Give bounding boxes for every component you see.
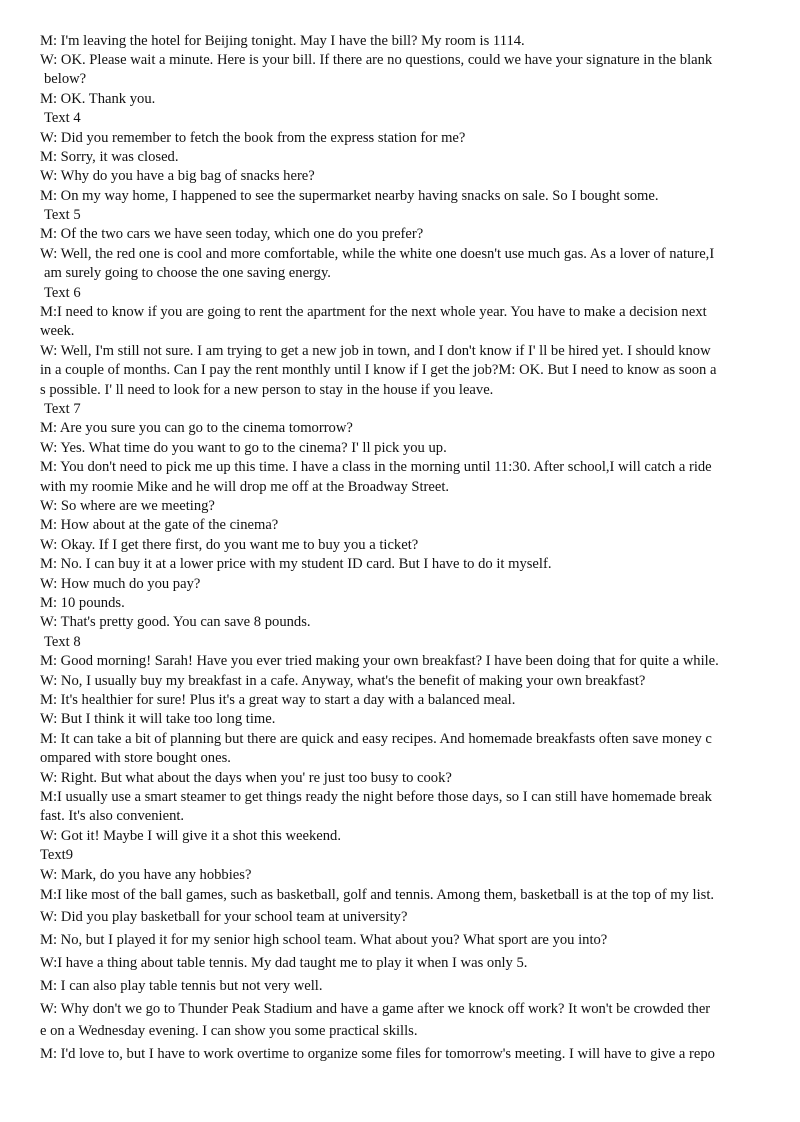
text-line: M: I can also play table tennis but not very well. (40, 978, 323, 994)
text-line: W:I have a thing about table tennis. My dad taught me to play it when I was only 5. (40, 955, 528, 971)
text-line: ompared with store bought ones. (40, 750, 231, 766)
section-heading: Text9 (40, 847, 74, 863)
text-line: W: That's pretty good. You can save 8 pounds. (40, 614, 311, 630)
text-line: week. (40, 323, 75, 339)
text-line: M: It's healthier for sure! Plus it's a great way to start a day with a balanced meal. (40, 692, 516, 708)
text-line: W: OK. Please wait a minute. Here is your bill. If there are no questions, could we have your signature in the blank (40, 52, 713, 68)
section-heading: Text 7 (44, 401, 81, 417)
text-line: M: I'd love to, but I have to work overtime to organize some files for tomorrow's meeting. I will have to give a repo (40, 1046, 715, 1062)
text-line: W: Got it! Maybe I will give it a shot this weekend. (40, 828, 342, 844)
section-heading: Text 8 (44, 634, 81, 650)
text-line: s possible. I' ll need to look for a new person to stay in the house if you leave. (40, 382, 494, 398)
text-line: M: Are you sure you can go to the cinema tomorrow? (40, 420, 353, 436)
text-line: M: Good morning! Sarah! Have you ever tried making your own breakfast? I have been doing that for quite a while. (40, 653, 719, 669)
section-heading: Text 4 (44, 110, 81, 126)
text-line: M:I need to know if you are going to rent the apartment for the next whole year. You have to make a decision next (40, 304, 707, 320)
text-line: W: Did you play basketball for your school team at university? (40, 909, 408, 925)
text-line: M: OK. Thank you. (40, 91, 156, 107)
text-line: W: Why do you have a big bag of snacks here? (40, 168, 315, 184)
text-line: W: Well, I'm still not sure. I am trying to get a new job in town, and I don't know if I' ll be hired yet. I should know (40, 343, 711, 359)
text-line: W: Well, the red one is cool and more comfortable, while the white one doesn't use much gas. As a lover of nature,I (40, 246, 715, 262)
text-line: M: How about at the gate of the cinema? (40, 517, 279, 533)
text-line: W: So where are we meeting? (40, 498, 215, 514)
text-line: fast. It's also convenient. (40, 808, 185, 824)
text-line: W: Right. But what about the days when you' re just too busy to cook? (40, 770, 452, 786)
text-line: W: Did you remember to fetch the book from the express station for me? (40, 130, 466, 146)
section-heading: Text 6 (44, 285, 81, 301)
text-line: W: How much do you pay? (40, 576, 201, 592)
text-line: M: No. I can buy it at a lower price with my student ID card. But I have to do it myself. (40, 556, 552, 572)
section-heading: Text 5 (44, 207, 81, 223)
text-line: M: I'm leaving the hotel for Beijing tonight. May I have the bill? My room is 1114. (40, 33, 525, 49)
text-line: M: 10 pounds. (40, 595, 125, 611)
text-line: W: But I think it will take too long time. (40, 711, 276, 727)
text-line: M: No, but I played it for my senior high school team. What about you? What sport are you into? (40, 932, 608, 948)
text-line: W: No, I usually buy my breakfast in a cafe. Anyway, what's the benefit of making your own breakfast? (40, 673, 646, 689)
text-line: W: Okay. If I get there first, do you want me to buy you a ticket? (40, 537, 419, 553)
text-line: M:I like most of the ball games, such as basketball, golf and tennis. Among them, basketball is at the top of my list. (40, 887, 715, 903)
text-line: M: Of the two cars we have seen today, which one do you prefer? (40, 226, 424, 242)
text-line: e on a Wednesday evening. I can show you some practical skills. (40, 1023, 418, 1039)
text-line: in a couple of months. Can I pay the rent monthly until I know if I get the job?M: OK. But I need to know as soon a (40, 362, 717, 378)
text-line: W: Yes. What time do you want to go to the cinema? I' ll pick you up. (40, 440, 447, 456)
text-line: M:I usually use a smart steamer to get things ready the night before those days, so I can still have homemade break (40, 789, 712, 805)
text-line: M: You don't need to pick me up this time. I have a class in the morning until 11:30. After school,I will catch a ride (40, 459, 712, 475)
text-line: M: It can take a bit of planning but there are quick and easy recipes. And homemade breakfasts often save money c (40, 731, 712, 747)
text-line: am surely going to choose the one saving energy. (44, 265, 331, 281)
text-line: with my roomie Mike and he will drop me off at the Broadway Street. (40, 479, 450, 495)
text-line: below? (44, 71, 87, 87)
text-line: W: Why don't we go to Thunder Peak Stadium and have a game after we knock off work? It won't be crowded ther (40, 1001, 711, 1017)
text-line: M: Sorry, it was closed. (40, 149, 179, 165)
text-line: M: On my way home, I happened to see the supermarket nearby having snacks on sale. So I bought some. (40, 188, 659, 204)
text-line: W: Mark, do you have any hobbies? (40, 867, 252, 883)
